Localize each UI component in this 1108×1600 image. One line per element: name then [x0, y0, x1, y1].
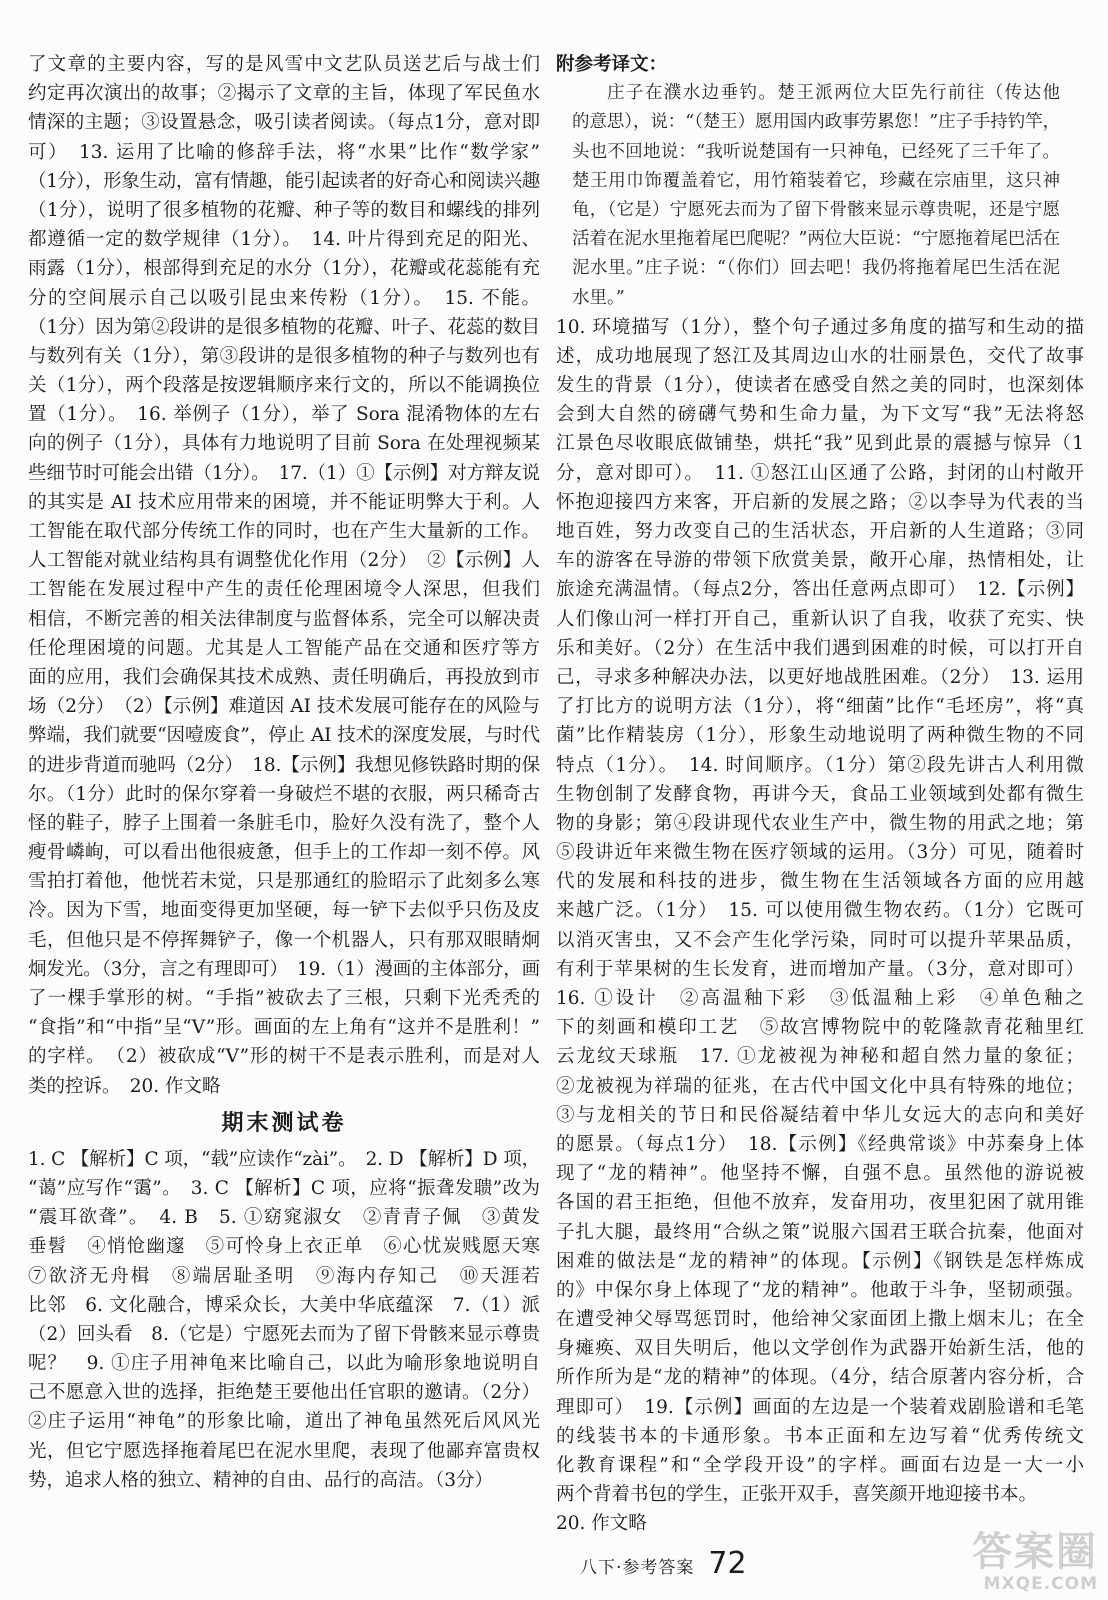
- answer-line: 旅途充满温情。（每点2分，答出任意两点即可） 12.【示例】: [556, 579, 1084, 601]
- answer-line: 类的控诉。 20. 作文略: [28, 1075, 221, 1097]
- translation-line: 活着在泥水里拖着尾巴爬呢？”两位大臣说：“宁愿拖着尾巴活在: [572, 229, 1060, 250]
- answer-line: 面的应用，我们会确保其技术成熟、责任明确后，再投放到市: [28, 666, 540, 688]
- answer-line: 光，但它宁愿选择拖着尾巴在泥水里爬，表现了他鄙弃富贵权: [28, 1440, 540, 1462]
- answer-line: 理即可） 19.【示例】画面的左边是一个装着戏剧脸谱和毛笔: [556, 1396, 1084, 1418]
- answer-line: 置（1分）。 16. 举例子（1分），举了 Sora 混淆物体的左右: [28, 404, 540, 426]
- answer-line: 来越广泛。（1分） 15. 可以使用微生物农药。（1分）它既可: [556, 900, 1084, 922]
- answer-line: 16. ①设计 ②高温釉下彩 ③低温釉上彩 ④单色釉之: [556, 988, 1084, 1009]
- watermark-domain: MXQE.COM: [983, 1574, 1098, 1594]
- answer-line: 以消灭害虫，又不会产生化学污染，同时可以提升苹果品质，: [556, 929, 1084, 951]
- answer-line: 了打比方的说明方法（1分），将“细菌”比作“毛坯房”，将“真: [556, 696, 1084, 718]
- answer-line: 冷。因为下雪，地面变得更加坚硬，每一铲下去似乎只伤及皮: [28, 900, 540, 922]
- answer-line: 1. C 【解析】C 项，“载”应读作“zài”。 2. D 【解析】D 项，: [28, 1148, 540, 1170]
- answer-line: 工智能在取代部分传统工作的同时，也在产生大量新的工作。: [28, 521, 540, 542]
- translation-line: 泥水里。”庄子说：“（你们）回去吧！我仍将拖着尾巴生活在泥: [572, 258, 1060, 279]
- answer-line: 困难的做法是“龙的精神”的体现。【示例】《钢铁是怎样炼成: [556, 1250, 1084, 1272]
- answer-line: （1分），说明了很多植物的花瓣、种子等的数目和螺线的排列: [28, 199, 540, 221]
- answer-line: 下的刻画和模印工艺 ⑤故宫博物院中的乾隆款青花釉里红: [556, 1017, 1084, 1039]
- answer-line: 呢？ 9. ①庄子用神龟来比喻自己，以此为喻形象地说明自: [28, 1353, 540, 1375]
- answer-line: 的线装书本的卡通形象。书本正面和左边写着“优秀传统文: [556, 1425, 1084, 1447]
- translation-line: 头也不回地说：“我听说楚国有一只神龟，已经死了三千年了。: [572, 141, 1060, 162]
- answer-line: 化教育课程”和“全学段开设”的字样。画面右边是一大一小: [556, 1455, 1084, 1476]
- translation-line: 水里。”: [572, 287, 625, 308]
- left-column: [28, 50, 540, 1495]
- answer-line: 各国的君王拒绝，但他不放弃，发奋用功，夜里犯困了就用锥: [556, 1192, 1084, 1214]
- answer-line: 发生的背景（1分），使读者在感受自然之美的同时，也深刻体: [556, 375, 1084, 397]
- answer-line: 特点（1分）。 14. 时间顺序。（1分）第②段先讲古人利用微: [556, 754, 1084, 776]
- answer-line: 场（2分） （2）【示例】难道因 AI 技术发展可能存在的风险与: [28, 696, 540, 718]
- footer-label: 八下·参考答案: [580, 1558, 695, 1578]
- answer-line: 了一棵手掌形的树。“手指”被砍去了三根，只剩下光秃秃的: [28, 988, 540, 1009]
- answer-line: （1分），形象生动，富有情趣，能引起读者的好奇心和阅读兴趣: [28, 170, 540, 192]
- page-footer: [580, 1546, 747, 1582]
- answer-block: [28, 50, 540, 1101]
- answer-line: 的进步背道而驰吗（2分） 18.【示例】我想见修铁路时期的保: [28, 754, 540, 776]
- answer-line: 可） 13. 运用了比喻的修辞手法，将“水果”比作“数学家”: [28, 141, 540, 163]
- answer-line: ②龙被视为祥瑞的征兆，在古代中国文化中具有特殊的地位；: [556, 1075, 1084, 1097]
- answer-line: 述，成功地展现了怒江及其周边山水的壮丽景色，交代了故事: [556, 345, 1084, 367]
- answer-line: 势，追求人格的独立、精神的自由、品行的高洁。（3分）: [28, 1469, 494, 1491]
- answer-line: ②庄子运用“神龟”的形象比喻，道出了神龟虽然死后风风光: [28, 1411, 540, 1433]
- answer-line: 相信，不断完善的相关法律制度与监督体系，完全可以解决责: [28, 608, 540, 630]
- answer-line: 些细节时可能会出错（1分）。 17.（1）①【示例】对方辩友说: [28, 462, 540, 484]
- answer-line: 怪的鞋子，脖子上围着一条脏毛巾，脸好久没有洗了，整个人: [28, 812, 540, 834]
- translation-line: 龟，（它是）宁愿死去而为了留下骨骸来显示尊贵呢，还是宁愿: [572, 199, 1060, 220]
- answer-line: 己，寻求多种解决办法，以更好地战胜困难。（2分） 13. 运用: [556, 666, 1084, 688]
- answer-line: （1分）因为第②段讲的是很多植物的花瓣、叶子、花蕊的数目: [28, 316, 540, 338]
- answer-line: ⑦欲济无舟楫 ⑧端居耻圣明 ⑨海内存知己 ⑩天涯若: [28, 1265, 540, 1287]
- answer-line: 江景色尽收眼底做铺垫，烘托“我”见到此景的震撼与惊异（1: [556, 433, 1084, 455]
- answer-line: 工智能在发展过程中产生的责任伦理困境令人深思，但我们: [28, 579, 540, 601]
- answer-block: [556, 313, 1084, 1539]
- answer-line: 子扎大腿，最终用“合纵之策”说服六国君王联合抗秦，他面对: [556, 1221, 1084, 1243]
- answer-line: 炯发光。（3分，言之有理即可） 19.（1）漫画的主体部分，画: [28, 958, 540, 980]
- answer-line: 物的身影；第④段讲现代农业生产中，微生物的用武之地；第: [556, 812, 1084, 834]
- answer-line: 怀抱迎接四方来客，开启新的发展之路；②以李导为代表的当: [556, 491, 1084, 513]
- translation-line: 庄子在濮水边垂钓。楚王派两位大臣先行前往（传达他: [607, 83, 1060, 104]
- answer-line: “震耳欲聋”。 4. B 5. ①窈窕淑女 ②青青子佩 ③黄发: [28, 1207, 540, 1229]
- answer-line: 地百姓，努力改变自己的生活状态，开启新的人生道路；③同: [556, 521, 1084, 542]
- translation-line: 楚王用巾饰覆盖着它，用竹箱装着它，珍藏在宗庙里，这只神: [572, 170, 1060, 191]
- watermark-logo-text: 答案圈: [972, 1529, 1098, 1575]
- answer-line: 的愿景。（每点1分） 18.【示例】《经典常谈》中苏秦身上体: [556, 1133, 1084, 1155]
- answer-line: 关（1分），两个段落是按逻辑顺序来行文的，所以不能调换位: [28, 375, 540, 397]
- answer-line: 了文章的主要内容，写的是风雪中文艺队员送艺后与战士们: [28, 54, 540, 75]
- answer-line: 毛，但他只是不停挥舞铲子，像一个机器人，只有那双眼睛炯: [28, 929, 540, 951]
- answer-line: 向的例子（1分），具体有力地说明了目前 Sora 在处理视频某: [28, 433, 540, 455]
- translation-line: 的意思），说：“（楚王）愿用国内政事劳累您！”庄子手持钓竿，: [572, 112, 1060, 133]
- answer-line: 人们像山河一样打开自己，重新认识了自我，收获了充实、快: [556, 608, 1084, 630]
- answer-line: 菌”比作精装房（1分），形象生动地说明了两种微生物的不同: [556, 725, 1084, 747]
- right-column: [556, 50, 1084, 1539]
- answer-line: 的字样。 （2）被砍成“V”形的树干不是表示胜利，而是对人: [28, 1046, 540, 1068]
- answer-line: ⑤段讲近年来微生物在医疗领域的运用。（3分）可见，随着时: [556, 842, 1084, 864]
- answer-line: 雪拍打着他，他恍若未觉，只是那通红的脸昭示了此刻多么寒: [28, 871, 540, 893]
- answer-line: “食指”和“中指”呈“V”形。画面的左上角有“这并不是胜利！”: [28, 1017, 540, 1039]
- answer-line: 的其实是 AI 技术应用带来的困境，并不能证明弊大于利。人: [28, 491, 540, 513]
- final-test-answers: [28, 1145, 540, 1495]
- answer-line: 瘦骨嶙峋，可以看出他很疲惫，但手上的工作却一刻不停。风: [28, 842, 540, 864]
- answer-line: 代的发展和科技的进步，微生物在生活领域各方面的应用越: [556, 871, 1084, 893]
- answer-line: 有利于苹果树的生长发育，进而增加产量。（3分，意对即可）: [556, 958, 1084, 980]
- answer-line: 分，意对即可）。 11. ①怒江山区通了公路，封闭的山村敞开: [556, 462, 1084, 484]
- answer-line: 身瘫痪、双目失明后，他以文学创作为武器开始新生活，他的: [556, 1338, 1084, 1360]
- answer-line: 生物创制了发酵食物，再讲今天，食品工业领域到处都有微生: [556, 783, 1084, 805]
- answer-line: “蔼”应写作“霭”。 3. C 【解析】C 项，应将“振聋发聩”改为: [28, 1177, 540, 1199]
- answer-line: 会到大自然的磅礴气势和生命力量，为下文写“我”无法将怒: [556, 404, 1084, 426]
- answer-line: 情深的主题；③设置悬念，吸引读者阅读。（每点1分，意对即: [28, 112, 540, 134]
- answer-line: 雨露（1分），根部得到充足的水分（1分），花瓣或花蕊能有充: [28, 258, 540, 280]
- answer-line: 弊端，我们就要“因噎废食”，停止 AI 技术的深度发展，与时代: [28, 725, 540, 747]
- watermark-logo: [918, 1530, 1098, 1594]
- answer-line: 垂髫 ④悄怆幽邃 ⑤可怜身上衣正单 ⑥心忧炭贱愿天寒: [28, 1236, 540, 1258]
- section-heading: 期末测试卷: [221, 1109, 347, 1136]
- answer-line: 20. 作文略: [556, 1513, 647, 1535]
- answer-line: 云龙纹天球瓶 17. ①龙被视为神秘和超自然力量的象征；: [556, 1046, 1084, 1068]
- answer-line: 分的空间展示自己以吸引昆虫来传粉（1分）。 15. 不能。: [28, 287, 540, 309]
- answer-line: 两个背着书包的学生，正张开双手，喜笑颜开地迎接书本。: [556, 1484, 1038, 1506]
- translation-heading: 附参考译文：: [556, 54, 668, 75]
- translation-block: [556, 79, 1084, 313]
- answer-line: 10. 环境描写（1分），整个句子通过多角度的描写和生动的描: [556, 316, 1084, 338]
- answer-line: 都遵循一定的数学规律（1分）。 14. 叶片得到充足的阳光、: [28, 229, 540, 251]
- answer-line: 与数列有关（1分），第③段讲的是很多植物的种子与数列也有: [28, 345, 540, 367]
- answer-line: 现了“龙的精神”。他坚持不懈，自强不息。虽然他的游说被: [556, 1163, 1084, 1185]
- answer-line: 的》中保尔身上体现了“龙的精神”。他敢于斗争，坚韧顽强。: [556, 1279, 1084, 1301]
- answer-line: （2）回头看 8.（它是）宁愿死去而为了留下骨骸来显示尊贵: [28, 1323, 540, 1345]
- answer-line: 在遭受神父辱骂惩罚时，他给神父家面团上撒上烟末儿；在全: [556, 1309, 1084, 1331]
- answer-line: 比邻 6. 文化融合，博采众长，大美中华底蕴深 7.（1）派: [28, 1294, 540, 1316]
- answer-line: 尔。（1分）此时的保尔穿着一身破烂不堪的衣服，两只稀奇古: [28, 783, 540, 805]
- answer-line: 约定再次演出的故事；②揭示了文章的主旨，体现了军民鱼水: [28, 83, 540, 105]
- answer-line: 车的游客在导游的带领下欣赏美景，敞开心扉，热情相处，让: [556, 550, 1084, 572]
- answer-line: ③与龙相关的节日和民俗凝结着中华儿女远大的志向和美好: [556, 1104, 1084, 1126]
- page-number: 72: [708, 1546, 747, 1581]
- answer-line: 所作所为是“龙的精神”的体现。（4分，结合原著内容分析，合: [556, 1367, 1084, 1389]
- answer-line: 己不愿意入世的选择，拒绝楚王要他出任官职的邀请。（2分）: [28, 1382, 540, 1404]
- answer-line: 任伦理困境的问题。尤其是人工智能产品在交通和医疗等方: [28, 637, 540, 659]
- answer-line: 乐和美好。（2分）在生活中我们遇到困难的时候，可以打开自: [556, 637, 1084, 659]
- answer-line: 人工智能对就业结构具有调整优化作用（2分） ②【示例】人: [28, 550, 540, 572]
